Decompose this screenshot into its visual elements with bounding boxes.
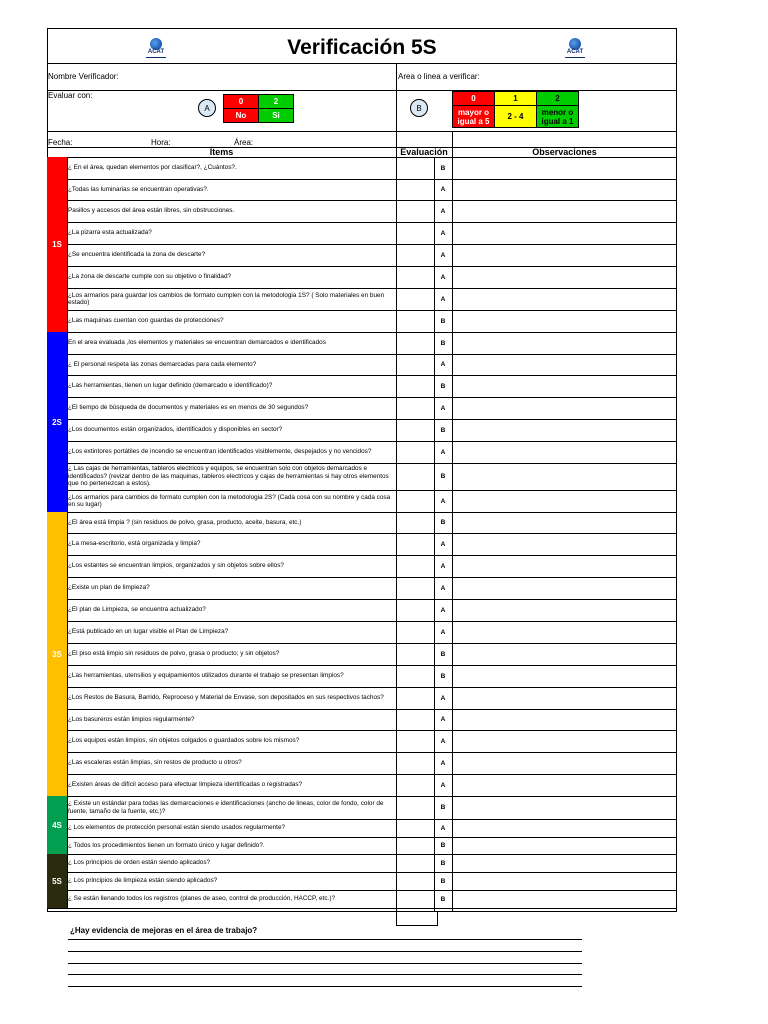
page-title: Verificación 5S <box>287 36 437 59</box>
item-question: ¿Existe un plan de limpieza? <box>68 584 150 592</box>
item-observation-cell[interactable] <box>453 774 676 796</box>
item-score-cell[interactable] <box>397 665 433 687</box>
item-observation-cell[interactable] <box>453 490 676 512</box>
item-question: ¿Todas las luminarias se encuentran operativas?. <box>68 185 209 193</box>
scale-b-circle: B <box>410 99 428 117</box>
item-score-cell[interactable] <box>397 200 433 222</box>
col-header-obs: Observaciones <box>532 147 597 157</box>
item-score-cell[interactable] <box>397 512 433 533</box>
time-field[interactable] <box>175 134 230 146</box>
item-score-cell[interactable] <box>397 533 433 555</box>
item-eval-type: A <box>440 207 446 215</box>
item-observation-cell[interactable] <box>453 332 676 354</box>
item-score-cell[interactable] <box>397 621 433 643</box>
section-5s: 5S <box>47 854 68 908</box>
item-question: ¿ Todos los procedimientos tienen un formato único y lugar definido?. <box>68 841 265 849</box>
item-question: ¿La mesa-escritorio, está organizada y limpia? <box>68 540 201 548</box>
item-eval-type: A <box>440 584 446 592</box>
area-label: Area o linea a verificar: <box>398 72 480 81</box>
item-observation-cell[interactable] <box>453 752 676 774</box>
scale-b-value-0: 0 <box>452 91 495 106</box>
item-score-cell[interactable] <box>397 643 433 665</box>
item-observation-cell[interactable] <box>453 890 676 908</box>
item-observation-cell[interactable] <box>453 200 676 222</box>
item-observation-cell[interactable] <box>453 157 676 179</box>
item-question: ¿Existen áreas de difícil acceso para efectuar limpieza identificadas o registradas? <box>68 781 303 789</box>
item-question: ¿Las maquinas cuentan con guardas de protecciones? <box>68 317 224 325</box>
scale-b-range-0: mayor o igual a 5 <box>452 105 495 128</box>
evidence-line-5[interactable] <box>68 986 582 987</box>
item-question: ¿Las herramientas, tienen un lugar definido (demarcado e identificado)? <box>68 382 273 390</box>
item-question: ¿Los documentos están organizados, identificados y disponibles en sector? <box>68 426 283 434</box>
col-header-items: Ítems <box>209 147 234 157</box>
item-observation-cell[interactable] <box>453 796 676 819</box>
item-question: ¿ Los elementos de protección personal están siendo usados regularmente? <box>68 824 286 832</box>
time-label: Hora: <box>151 138 171 147</box>
item-observation-cell[interactable] <box>453 665 676 687</box>
item-eval-type: A <box>440 540 446 548</box>
item-observation-cell[interactable] <box>453 854 676 872</box>
col-header-eval: Evaluación <box>400 147 448 157</box>
item-eval-type: B <box>440 426 446 434</box>
item-observation-cell[interactable] <box>453 730 676 752</box>
item-observation-cell[interactable] <box>453 310 676 332</box>
item-observation-cell[interactable] <box>453 687 676 709</box>
evidence-line-1[interactable] <box>68 939 582 940</box>
verifier-label: Nombre Verificador: <box>48 72 119 81</box>
scale-a-cell-0-bottom: No <box>223 108 259 123</box>
item-eval-type: A <box>440 229 446 237</box>
item-question: ¿Está publicado en un lugar visible el Plan de Limpieza? <box>68 628 229 636</box>
item-observation-cell[interactable] <box>453 512 676 533</box>
acat-logo-right: ACAT <box>562 38 588 60</box>
item-question: ¿El piso está limpio sin residuos de polvo, grasa o producto; y sin objetos? <box>68 650 280 658</box>
section-1s: 1S <box>47 157 68 332</box>
item-score-cell[interactable] <box>397 310 433 332</box>
evidence-question: ¿Hay evidencia de mejoras en el área de trabajo? <box>70 926 258 935</box>
item-question: ¿Las herramientas, utensilios y equipamientos utilizados durante el trabajo se presentan limpios? <box>68 672 344 680</box>
item-observation-cell[interactable] <box>453 288 676 310</box>
item-eval-type: B <box>440 859 446 867</box>
item-question: ¿ Existe un estándar para todas las demarcaciones e identificaciones (ancho de lineas, color de fondo, color de fuente, tamaño de la fuente, etc.)? <box>68 800 384 815</box>
item-score-cell[interactable] <box>397 709 433 730</box>
date-field[interactable] <box>75 134 145 146</box>
total-cell[interactable] <box>396 911 438 926</box>
item-question: ¿ Los principios de limpieza están siendo aplicados? <box>68 877 218 885</box>
item-question: ¿El área está limpia ? (sin residuos de polvo, grasa, producto, aceite, basura, etc.) <box>68 518 302 526</box>
item-eval-type: A <box>440 737 446 745</box>
scale-a-cell-1-bottom: Si <box>258 108 294 123</box>
item-question: ¿ Los principios de orden están siendo aplicados? <box>68 859 211 867</box>
evidence-line-3[interactable] <box>68 963 582 964</box>
section-3s: 3S <box>47 512 68 796</box>
item-observation-cell[interactable] <box>453 577 676 599</box>
area-short-label: Área: <box>234 138 254 147</box>
item-observation-cell[interactable] <box>453 643 676 665</box>
item-score-cell[interactable] <box>397 819 433 837</box>
item-question: ¿La zona de descarte cumple con su objetivo o finalidad? <box>68 273 232 281</box>
item-eval-type: B <box>440 382 446 390</box>
item-eval-type: B <box>440 339 446 347</box>
item-question: ¿Las escaleras están limpias, sin restos de producto u otros? <box>68 759 242 767</box>
item-score-cell[interactable] <box>397 244 433 266</box>
item-score-cell[interactable] <box>397 490 433 512</box>
date-label: Fecha: <box>48 138 73 147</box>
scale-a-cell-1-top: 2 <box>258 94 294 109</box>
item-score-cell[interactable] <box>397 796 433 819</box>
item-eval-type: B <box>440 877 446 885</box>
item-eval-type: B <box>440 317 446 325</box>
item-eval-type: A <box>440 448 446 456</box>
item-observation-cell[interactable] <box>453 819 676 837</box>
item-score-cell[interactable] <box>397 854 433 872</box>
item-eval-type: B <box>440 804 446 811</box>
item-score-cell[interactable] <box>397 837 433 854</box>
item-score-cell[interactable] <box>397 752 433 774</box>
item-eval-type: A <box>440 694 446 702</box>
item-question: ¿ El personal respeta las zonas demarcadas para cada elemento? <box>68 360 257 368</box>
item-score-cell[interactable] <box>397 157 433 179</box>
item-observation-cell[interactable] <box>453 375 676 397</box>
item-score-cell[interactable] <box>397 577 433 599</box>
item-eval-type: A <box>440 295 446 303</box>
item-score-cell[interactable] <box>397 288 433 310</box>
item-eval-type: B <box>440 842 446 849</box>
item-question: ¿ En el área, quedan elementos por clasificar?, ¿Cuántos?. <box>68 164 237 172</box>
item-eval-type: A <box>440 273 446 281</box>
item-eval-type: B <box>440 519 446 526</box>
item-observation-cell[interactable] <box>453 872 676 890</box>
item-eval-type: A <box>440 606 446 614</box>
item-score-cell[interactable] <box>397 397 433 419</box>
item-eval-type: A <box>440 186 446 193</box>
verifier-name-field[interactable] <box>130 66 390 86</box>
item-observation-cell[interactable] <box>453 441 676 463</box>
item-observation-cell[interactable] <box>453 463 676 490</box>
item-eval-type: A <box>440 628 446 636</box>
scale-a-circle: A <box>198 99 216 117</box>
item-eval-type: B <box>440 164 446 172</box>
evidence-line-4[interactable] <box>68 974 582 975</box>
section-2s: 2S <box>47 332 68 512</box>
item-question: ¿La pizarra esta actualizada? <box>68 229 152 237</box>
item-observation-cell[interactable] <box>453 709 676 730</box>
item-eval-type: A <box>440 404 446 412</box>
item-observation-cell[interactable] <box>453 266 676 288</box>
item-score-cell[interactable] <box>397 774 433 796</box>
item-question: ¿Los estantes se encuentran limpios, organizados y sin objetos sobre ellos? <box>68 562 284 570</box>
item-question: ¿ Las cajas de herramientas, tableros electricos y equipos, se encuentran solo con objetos demarcados e identificados? (revizar dentro de las maquinas, tableros electricos y cajas de herramientas si hay otros elementos que no pertenezcan a estos). <box>68 465 389 488</box>
item-score-cell[interactable] <box>397 332 433 354</box>
item-eval-type: A <box>440 824 446 832</box>
item-score-cell[interactable] <box>397 441 433 463</box>
scale-a-cell-0-top: 0 <box>223 94 259 109</box>
item-question: En el area evaluada ,los elementos y materiales se encuentran demarcados e identificados <box>68 339 326 347</box>
item-question: ¿Los armarios para cambios de formato cumplen con la metodologia 2S? (Cada cosa con su nombre y cada cosa en su lugar) <box>68 493 391 508</box>
item-question: ¿Los armarios para guardar los cambios de formato cumplen con la metodologia 1S? ( Solo materiales en buen estado) <box>68 291 385 306</box>
item-eval-type: A <box>440 497 446 505</box>
item-score-cell[interactable] <box>397 730 433 752</box>
scale-b-range-1: 2 - 4 <box>494 105 537 128</box>
item-score-cell[interactable] <box>397 419 433 441</box>
item-score-cell[interactable] <box>397 463 433 490</box>
item-observation-cell[interactable] <box>453 397 676 419</box>
item-score-cell[interactable] <box>397 890 433 908</box>
area-short-field[interactable] <box>258 134 393 146</box>
item-score-cell[interactable] <box>397 179 433 200</box>
item-question: ¿ Se están llenando todos los registros (planes de aseo, control de producción, HACCP, etc.)? <box>68 895 336 903</box>
item-eval-type: B <box>440 672 446 680</box>
item-score-cell[interactable] <box>397 687 433 709</box>
item-observation-cell[interactable] <box>453 222 676 244</box>
item-observation-cell[interactable] <box>453 621 676 643</box>
item-eval-type: A <box>440 759 446 767</box>
item-observation-cell[interactable] <box>453 837 676 854</box>
item-eval-type: B <box>440 473 446 480</box>
acat-logo-left: ACAT <box>143 38 169 60</box>
evaluate-label: Evaluar con: <box>48 91 93 100</box>
item-score-cell[interactable] <box>397 375 433 397</box>
item-question: ¿Los equipos están limpios, sin objetos colgados o guardados sobre los mismos? <box>68 737 300 745</box>
item-eval-type: A <box>440 562 446 570</box>
item-score-cell[interactable] <box>397 354 433 375</box>
item-score-cell[interactable] <box>397 222 433 244</box>
item-eval-type: B <box>440 650 446 658</box>
item-observation-cell[interactable] <box>453 533 676 555</box>
item-question: ¿Los extintores portátiles de incendio se encuentran identificados visiblemente, despejados y no vencidos? <box>68 448 372 456</box>
area-field[interactable] <box>490 66 670 86</box>
item-question: ¿Se encuentra identificada la zona de descarte? <box>68 251 206 259</box>
section-4s: 4S <box>47 796 68 854</box>
item-eval-type: A <box>440 716 446 723</box>
item-observation-cell[interactable] <box>453 555 676 577</box>
scale-b-value-2: 2 <box>536 91 579 106</box>
evidence-line-2[interactable] <box>68 951 582 952</box>
scale-b-value-1: 1 <box>494 91 537 106</box>
item-observation-cell[interactable] <box>453 179 676 200</box>
item-eval-type: A <box>440 361 446 368</box>
item-observation-cell[interactable] <box>453 419 676 441</box>
item-observation-cell[interactable] <box>453 599 676 621</box>
item-question: ¿El plan de Limpieza, se encuentra actualizado? <box>68 606 206 614</box>
item-question: Pasillos y accesos del área están libres, sin obstrucciones. <box>68 207 235 215</box>
item-question: ¿El tiempo de búsqueda de documentos y materiales es en menos de 30 segundos? <box>68 404 309 412</box>
item-score-cell[interactable] <box>397 266 433 288</box>
scale-b-range-2: menor o igual a 1 <box>536 105 579 128</box>
item-observation-cell[interactable] <box>453 244 676 266</box>
item-observation-cell[interactable] <box>453 354 676 375</box>
item-eval-type: B <box>440 895 446 903</box>
item-eval-type: A <box>440 251 446 259</box>
item-score-cell[interactable] <box>397 872 433 890</box>
item-score-cell[interactable] <box>397 555 433 577</box>
item-eval-type: A <box>440 781 446 789</box>
item-question: ¿Los basureros están limpios regularmente? <box>68 715 195 723</box>
item-score-cell[interactable] <box>397 599 433 621</box>
item-question: ¿Los Restos de Basura, Barrido, Reproceso y Material de Envase, son depositados en sus respectivos tachos? <box>68 694 384 702</box>
